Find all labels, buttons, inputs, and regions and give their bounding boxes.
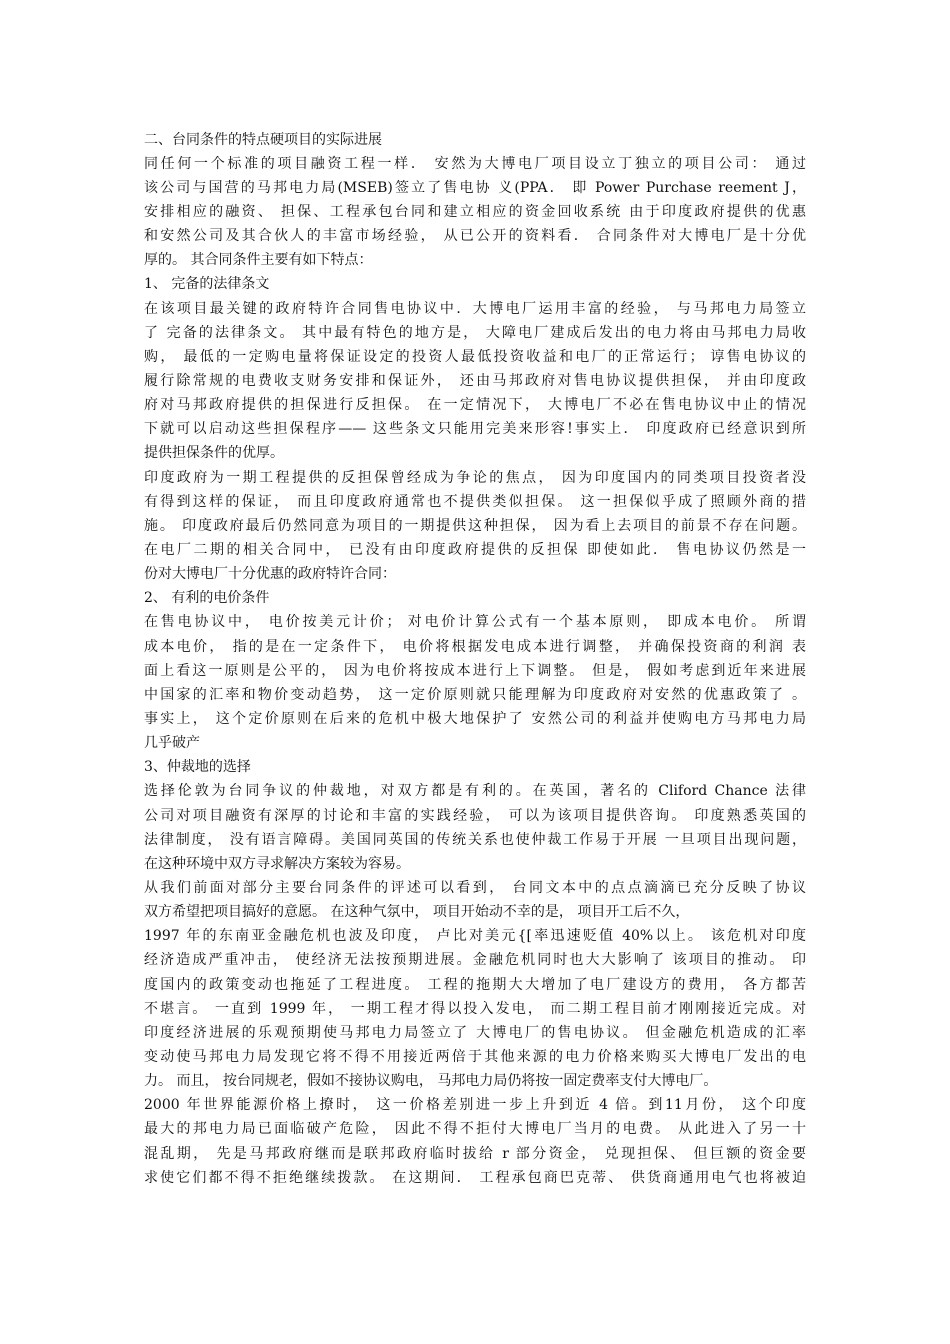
text-line: 求使它们都不得不拒绝继续拨款。 在这期间． 工程承包商巴克蒂、 供货商通用电气也将被迫: [144, 1170, 806, 1186]
text-line: 经济造成严重冲击， 使经济无法按预期进展。金融危机同时也大大影响了 该项目的推动。 印: [144, 952, 806, 968]
text-line: 2000 年世界能源价格上撩时， 这一价格差别进一步上升到近 4 倍。到11月份， 这个印度: [144, 1097, 806, 1113]
text-line: 厚的。 其合同条件主要有如下特点：: [144, 252, 373, 268]
section-heading: 二、台同条件的特点硬项目的实际进展: [144, 132, 382, 148]
text-line: 履行除常规的电费收支财务安排和保证外， 还由马邦政府对售电协议提供担保， 并由印度政: [144, 373, 806, 389]
text-line: 在该项目最关键的政府特许合同售电协议中．大博电厂运用丰富的经验， 与马邦电力局签立: [144, 301, 806, 317]
text-line: 从我们前面对部分主要台同条件的评述可以看到， 台同文本中的点点滴滴已充分反映了协议: [144, 880, 806, 896]
text-line: 混乱期， 先是马邦政府继而是联邦政府临时拔给 r 部分资金， 兑现担保、 但巨额的资金要: [144, 1146, 806, 1162]
text-line: 最大的邦电力局已面临破产危险， 因此不得不拒付大博电厂当月的电费。 从此进入了另一十: [144, 1121, 806, 1137]
text-line: 和安然公司及其合伙人的丰富市场经验， 从已公开的资料看． 合同条件对大博电厂是十分优: [144, 228, 806, 244]
text-line: 提供担保条件的优厚。: [144, 445, 284, 461]
subsection-heading: 1、 完备的法律条文: [144, 276, 270, 292]
text-line: 中国家的汇率和物价变动趋势， 这一定价原则就只能理解为印度政府对安然的优惠政策了 。: [144, 687, 806, 703]
text-line: 同任何一个标准的项目融资工程一样． 安然为大博电厂项目设立丁独立的项目公司： 通过: [144, 156, 806, 172]
text-line: 在售电协议中， 电价按美元计价； 对电价计算公式有一个基本原则， 即成本电价。 所谓: [144, 614, 806, 630]
text-line: 选择伦敦为台同争议的仲裁地，对双方都是有利的。在英国，著名的 Cliford Chance 法律: [144, 783, 806, 799]
text-line: 在这种环境中双方寻求解决方案较为容易。: [144, 856, 410, 872]
text-line: 该公司与国营的马邦电力局(MSEB)签立了售电协 义(PPA． 即 Power Purchase reement J，: [144, 180, 806, 196]
text-line: 府对马邦政府提供的担保进行反担保。 在一定情况下， 大博电厂不必在售电协议中止的情况: [144, 397, 806, 413]
text-line: 在电厂二期的相关合同中， 已没有由印度政府提供的反担保 即使如此． 售电协议仍然是一: [144, 542, 806, 558]
text-line: 公司对项目融资有深厚的讨论和丰富的实践经验， 可以为该项目提供咨询。 印度熟悉英国的: [144, 808, 806, 824]
text-line: 有得到这样的保证， 而且印度政府通常也不提供类似担保。 这一担保似乎成了照顾外商的措: [144, 494, 806, 510]
text-line: 1997 年的东南亚金融危机也波及印度， 卢比对美元{[率迅速贬值 40%以上。 该危机对印度: [144, 928, 806, 944]
text-line: 印度政府为一期工程提供的反担保曾经成为争论的焦点， 因为印度国内的同类项目投资者没: [144, 470, 806, 486]
text-line: 份对大博电厂十分优惠的政府特许合同：: [144, 566, 396, 582]
text-line: 下就可以启动这些担保程序—— 这些条文只能用完美来形容!事实上． 印度政府已经意识到所: [144, 421, 806, 437]
text-line: 印度经济进展的乐观预期使马邦电力局签立了 大博电厂的售电协议。 但金融危机造成的汇率: [144, 1025, 806, 1041]
text-line: 购， 最低的一定购电量将保证设定的投资人最低投资收益和电厂的正常运行； 谆售电协议的: [144, 349, 806, 365]
text-line: 度国内的政策变动也拖延了工程进度。 工程的拖期大大增加了电厂建设方的费用， 各方都苦: [144, 977, 806, 993]
text-line: 成本电价， 指的是在一定条件下， 电价将根据发电成本进行调整， 并确保投资商的利润 表: [144, 639, 806, 655]
text-line: 安排相应的融资、 担保、工程承包台同和建立相应的资金回收系统 由于印度政府提供的优惠: [144, 204, 806, 220]
text-line: 双方希望把项目搞好的意愿。 在这种气氛中， 项目开始动不幸的是， 项目开工后不久，: [144, 904, 690, 920]
text-line: 力。 而且， 按台同规老，假如不接协议购电， 马邦电力局仍将按一固定费率支付大博电厂。: [144, 1073, 718, 1089]
text-line: 不堪言。 一直到 1999 年， 一期工程才得以投入发电， 而二期工程目前才刚刚接近完成。对: [144, 1001, 806, 1017]
text-line: 了 完备的法律条文。 其中最有特色的地方是， 大障电厂建成后发出的电力将由马邦电力局收: [144, 325, 806, 341]
text-line: 法律制度， 没有语言障碍。美国同英国的传统关系也使仲裁工作易于开展 一旦项目出现问题，: [144, 832, 806, 848]
subsection-heading: 3、仲裁地的选择: [144, 759, 251, 775]
text-line: 事实上， 这个定价原则在后来的危机中极大地保护了 安然公司的利益并使购电方马邦电力局: [144, 711, 806, 727]
text-line: 施。 印度政府最后仍然同意为项目的一期提供这种担保， 因为看上去项目的前景不存在问题。: [144, 518, 806, 534]
text-line: 面上看这一原则是公平的， 因为电价将按成本进行上下调整。 但是， 假如考虑到近年来进展: [144, 663, 806, 679]
text-line: 几乎破产: [144, 735, 200, 751]
subsection-heading: 2、 有利的电价条件: [144, 590, 270, 606]
text-line: 变动使马邦电力局发现它将不得不用接近两倍于其他来源的电力价格来购买大博电厂发出的电: [144, 1049, 806, 1065]
